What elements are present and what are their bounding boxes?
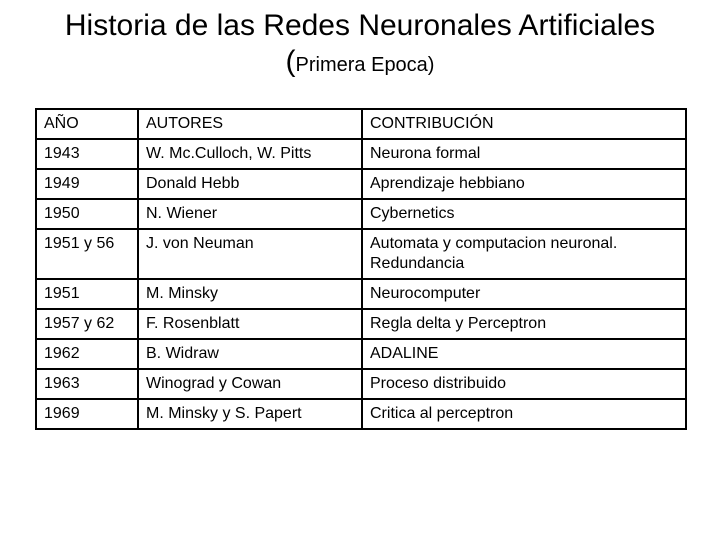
cell-authors: B. Widraw xyxy=(138,339,362,369)
cell-contribution: Neurona formal xyxy=(362,139,686,169)
cell-year: 1963 xyxy=(36,369,138,399)
cell-year: 1943 xyxy=(36,139,138,169)
cell-authors: Donald Hebb xyxy=(138,169,362,199)
cell-authors: W. Mc.Culloch, W. Pitts xyxy=(138,139,362,169)
cell-contribution: Automata y computacion neuronal. Redundancia xyxy=(362,229,686,279)
table-row xyxy=(36,369,686,399)
cell-contribution: Regla delta y Perceptron xyxy=(362,309,686,339)
cell-contribution: Neurocomputer xyxy=(362,279,686,309)
table-row xyxy=(36,199,686,229)
table-header-row xyxy=(36,109,686,139)
history-table xyxy=(35,108,687,430)
title-line-1: Historia de las Redes Neuronales Artificiales xyxy=(64,9,656,42)
cell-authors: J. von Neuman xyxy=(138,229,362,279)
table-row xyxy=(36,229,686,279)
cell-contribution: ADALINE xyxy=(362,339,686,369)
table-row xyxy=(36,339,686,369)
cell-authors: F. Rosenblatt xyxy=(138,309,362,339)
cell-year: 1951 y 56 xyxy=(36,229,138,279)
cell-authors: N. Wiener xyxy=(138,199,362,229)
cell-authors: M. Minsky y S. Papert xyxy=(138,399,362,429)
cell-authors: M. Minsky xyxy=(138,279,362,309)
table-row xyxy=(36,139,686,169)
table-row xyxy=(36,279,686,309)
cell-year: 1962 xyxy=(36,339,138,369)
cell-year: 1957 y 62 xyxy=(36,309,138,339)
cell-contribution: Proceso distribuido xyxy=(362,369,686,399)
cell-year: 1969 xyxy=(36,399,138,429)
table-row xyxy=(36,169,686,199)
cell-contribution: Cybernetics xyxy=(362,199,686,229)
header-authors: AUTORES xyxy=(138,109,362,139)
title-line-2: (Primera Epoca) xyxy=(285,45,435,78)
cell-year: 1951 xyxy=(36,279,138,309)
cell-contribution: Critica al perceptron xyxy=(362,399,686,429)
table-row xyxy=(36,309,686,339)
header-contribution: CONTRIBUCIÓN xyxy=(362,109,686,139)
cell-authors: Winograd y Cowan xyxy=(138,369,362,399)
cell-contribution: Aprendizaje hebbiano xyxy=(362,169,686,199)
cell-year: 1950 xyxy=(36,199,138,229)
title-subtitle: Primera Epoca) xyxy=(295,54,435,76)
table-row xyxy=(36,399,686,429)
header-year: AÑO xyxy=(36,109,138,139)
page-title xyxy=(0,8,720,83)
cell-year: 1949 xyxy=(36,169,138,199)
